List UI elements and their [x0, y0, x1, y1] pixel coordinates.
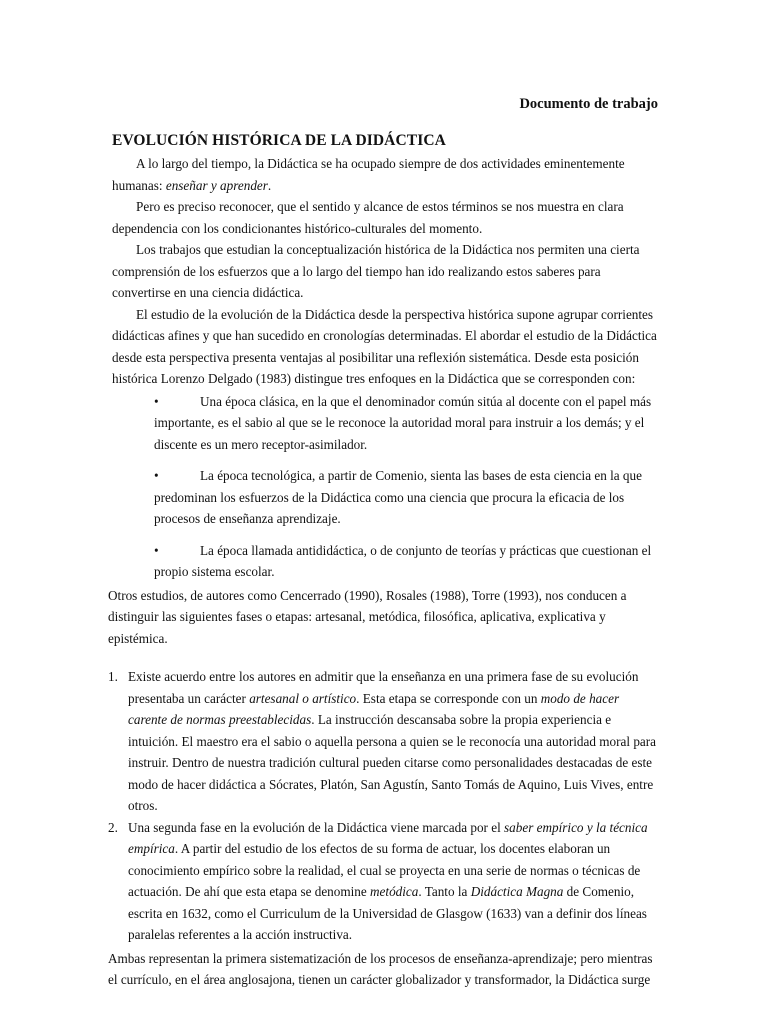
numbered-list — [108, 666, 660, 946]
document-label: Documento de trabajo — [519, 96, 658, 112]
bullet-text: La época tecnológica, a partir de Comenio, sienta las bases de esta ciencia en la que predominan los esfuerzos de la Didáctica como una ciencia que procura la eficacia de los procesos de enseñanza aprendizaje. — [154, 468, 642, 526]
list-item — [112, 465, 660, 530]
item-2-text: Una segunda fase en la evolución de la Didáctica viene marcada por el — [128, 819, 505, 835]
document-body — [108, 153, 660, 991]
bullet-icon: • — [154, 393, 159, 409]
item-2-text-2: . A partir del estudio de los efectos de su forma de actuar, los docentes elaboran un conocimiento empírico sobre la realidad, el cual se proyecta en una serie de normas o técnicas de actuación. De ahí que esta etapa se denomine — [128, 841, 641, 899]
list-text — [128, 817, 660, 946]
paragraph-1-text: A lo largo del tiempo, la Didáctica se ha ocupado siempre de dos actividades eminentemente humanas: — [112, 156, 625, 193]
list-text — [128, 666, 660, 817]
bullet-icon: • — [154, 468, 159, 483]
paragraph-4: El estudio de la evolución de la Didáctica desde la perspectiva histórica supone agrupar corrientes didácticas afines y que han sucedido en cronologías determinadas. El abordar el estudio de la Didáctica desde esta perspectiva presenta ventajas al posibilitar una reflexión sistemática. Desde esta posición histórica Lorenzo Delgado (1983) distingue tres enfoques en la Didáctica que se corresponden con: — [112, 306, 657, 386]
item-2-text-3: . Tanto la — [418, 884, 471, 899]
paragraph-1-end: . — [267, 177, 272, 193]
paragraph-3: Los trabajos que estudian la conceptualización histórica de la Didáctica nos permiten una cierta comprensión de los esfuerzos que a lo largo del tiempo han ido realizando estos saberes para convertirse en una ciencia didáctica. — [112, 242, 640, 300]
item-1-text-2: . Esta etapa se corresponde con un — [356, 690, 541, 706]
paragraph-5: Otros estudios, de autores como Cencerrado (1990), Rosales (1988), Torre (1993), nos conducen a distinguir las siguientes fases o etapas: artesanal, metódica, filosófica, aplicativa, explicativa y epistémica. — [108, 587, 627, 646]
paragraph-6: Ambas representan la primera sistematización de los procesos de enseñanza-aprendizaje; pero mientras el currículo, en el área anglosajona, tienen un carácter globalizador y transformador, la Didáctica surge — [108, 950, 653, 987]
bullet-list — [112, 391, 660, 583]
paragraph-1-emphasis: enseñar y aprender — [165, 177, 268, 193]
item-2-text-4: de Comenio, escrita en 1632, como el Curriculum de la Universidad de Glasgow (1633) van a definir dos líneas paralelas referentes a la acción instructiva. — [128, 884, 647, 942]
item-1-emphasis-1: artesanal o artístico — [249, 690, 357, 706]
item-2-emphasis-2: metódica — [370, 884, 419, 899]
list-item — [112, 540, 660, 583]
list-item — [108, 817, 660, 946]
bullet-icon: • — [154, 542, 159, 558]
list-item — [108, 666, 660, 817]
list-number: 2. — [108, 819, 118, 835]
item-2-emphasis-3: Didáctica Magna — [470, 884, 564, 899]
page-title: EVOLUCIÓN HISTÓRICA DE LA DIDÁCTICA — [112, 132, 446, 149]
paragraph-2: Pero es preciso reconocer, que el sentido y alcance de estos términos se nos muestra en clara dependencia con los condicionantes histórico-culturales del momento. — [112, 199, 624, 236]
item-1-emphasis-2: modo de hacer carente de normas preestablecidas — [128, 690, 620, 727]
item-2-emphasis-1: saber empírico y la técnica empírica — [128, 819, 648, 856]
item-1-text: Existe acuerdo entre los autores en admitir que la enseñanza en una primera fase de su evolución presentaba un carácter — [128, 669, 639, 706]
item-1-text-3: . La instrucción descansaba sobre la propia experiencia e intuición. El maestro era el sabio o aquella persona a quien se le reconocía una autoridad moral para instruir. Dentro de nuestra tradición cultural pueden citarse como personalidades destacadas de este modo de hacer didáctica a Sócrates, Platón, San Agustín, Santo Tomás de Aquino, Luis Vives, entre otros. — [128, 712, 657, 813]
list-number: 1. — [108, 669, 118, 684]
list-item — [112, 391, 660, 456]
bullet-text: La época llamada antididáctica, o de conjunto de teorías y prácticas que cuestionan el propio sistema escolar. — [154, 542, 652, 579]
bullet-text: Una época clásica, en la que el denominador común sitúa al docente con el papel más importante, es el sabio al que se le reconoce la autoridad moral para instruir a los demás; y el discente es un mero receptor-asimilador. — [154, 393, 652, 452]
paragraph-1 — [112, 153, 660, 196]
